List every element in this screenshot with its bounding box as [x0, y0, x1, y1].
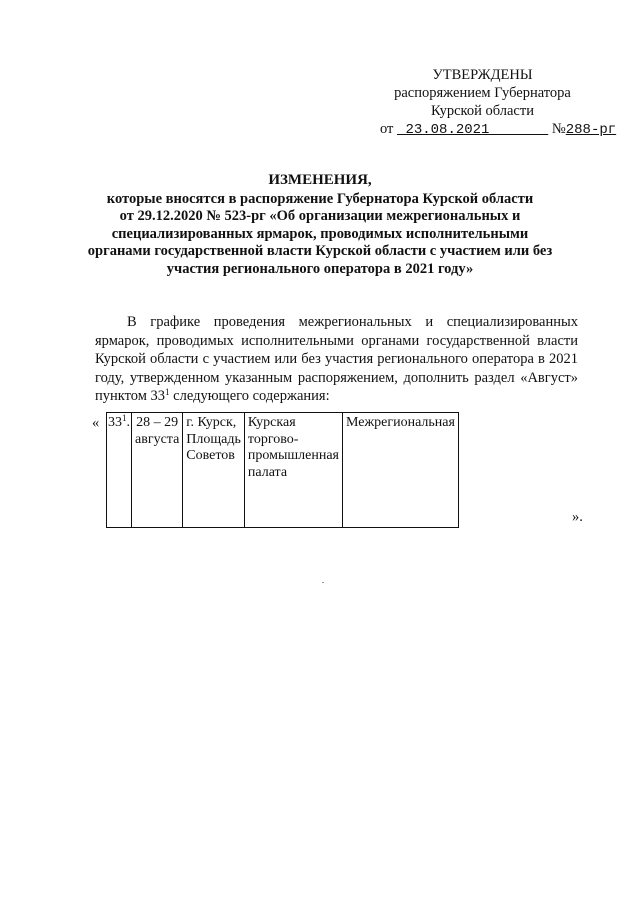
approved-title: УТВЕРЖДЕНЫ	[432, 67, 533, 83]
close-quote: ».	[572, 509, 583, 525]
date-prefix: от	[380, 121, 394, 137]
approval-number: 288-рг	[565, 122, 617, 138]
heading-line: специализированных ярмарок, проводимых исполнительными	[111, 225, 529, 242]
heading-line: которые вносятся в распоряжение Губернатора Курской области	[106, 190, 534, 207]
approved-line1: распоряжением Губернатора	[394, 85, 571, 101]
heading-title: ИЗМЕНЕНИЯ,	[268, 172, 372, 188]
paragraph-superscript: 1	[165, 387, 170, 397]
approval-block	[380, 66, 617, 139]
open-quote: «	[92, 415, 100, 431]
scan-speck	[322, 582, 324, 583]
approval-date-line	[380, 120, 617, 139]
cell-number: $33^1$.	[107, 413, 132, 528]
heading-line: от 29.12.2020 № 523-рг «Об организации межрегиональных и	[119, 208, 521, 224]
cell-date: 28 – 29 августа	[132, 413, 183, 528]
body-paragraph: В графике проведения межрегиональных и специализированных ярмарок, проводимых исполнительными органами государственной власти Курской области с участием или без участия регионального оператора в 2021 году, утвержденном указанным распоряжением, дополнить раздел «Август» пунктом $33^1$ следующего содержания:	[95, 314, 578, 404]
heading-line: органами государственной власти Курской области с участием или без	[87, 243, 553, 259]
cell-place: г. Курск, Площадь Советов	[183, 413, 245, 528]
table-row	[107, 413, 459, 528]
approval-date: 23.08.2021	[405, 122, 490, 138]
heading-line: участия регионального оператора в 2021 году»	[166, 260, 474, 277]
cell-organizer: Курская торгово-промышленная палата	[244, 413, 342, 528]
fair-schedule-table	[106, 412, 459, 528]
cell-fair-type: Межрегиональная	[343, 413, 459, 528]
approved-line2: Курской области	[431, 103, 534, 119]
document-heading	[80, 172, 560, 278]
number-prefix: №	[551, 121, 566, 137]
